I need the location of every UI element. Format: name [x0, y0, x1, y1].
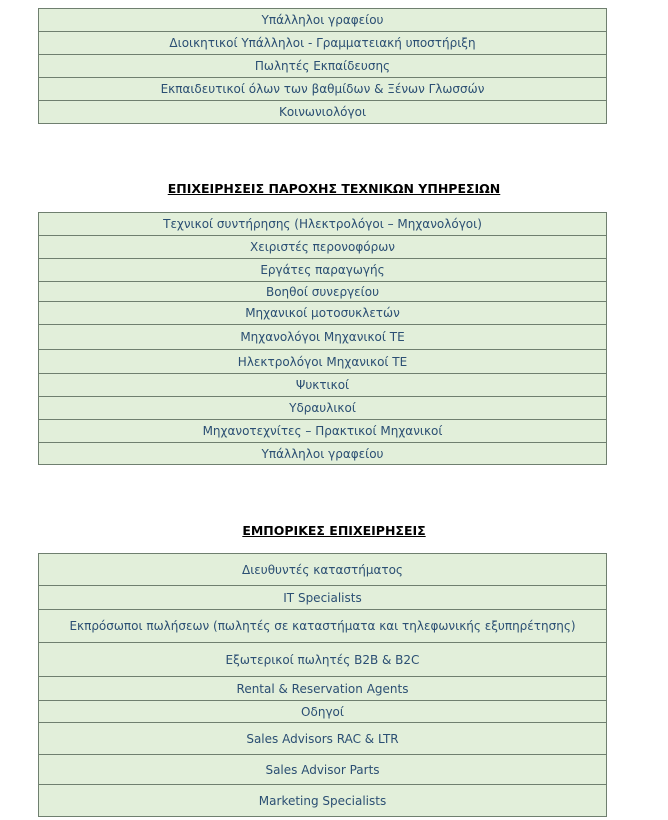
- table-row: Εργάτες παραγωγής: [39, 259, 606, 282]
- table-row: Διευθυντές καταστήματος: [39, 554, 606, 586]
- table-row: Ψυκτικοί: [39, 374, 606, 397]
- table-row: Τεχνικοί συντήρησης (Ηλεκτρολόγοι – Μηχανολόγοι): [39, 213, 606, 236]
- table-row: Διοικητικοί Υπάλληλοι - Γραμματειακή υποστήριξη: [39, 32, 606, 55]
- table-row: Βοηθοί συνεργείου: [39, 282, 606, 302]
- table-row: Μηχανικοί μοτοσυκλετών: [39, 302, 606, 325]
- table-row: Μηχανοτεχνίτες – Πρακτικοί Μηχανικοί: [39, 420, 606, 443]
- table-row: Οδηγοί: [39, 701, 606, 723]
- table-row: IT Specialists: [39, 586, 606, 610]
- commercial-businesses-table: [38, 553, 607, 817]
- table-row: Υδραυλικοί: [39, 397, 606, 420]
- table-row: Υπάλληλοι γραφείου: [39, 443, 606, 465]
- table-row: Μηχανολόγοι Μηχανικοί ΤΕ: [39, 325, 606, 350]
- section-heading-technical-services: ΕΠΙΧΕΙΡΗΣΕΙΣ ΠΑΡΟΧΗΣ ΤΕΧΝΙΚΩΝ ΥΠΗΡΕΣΙΩΝ: [167, 181, 501, 196]
- table-row: Εξωτερικοί πωλητές B2B & B2C: [39, 643, 606, 677]
- table-row: Εκπαιδευτικοί όλων των βαθμίδων & Ξένων Γλωσσών: [39, 78, 606, 101]
- table-row: Ηλεκτρολόγοι Μηχανικοί ΤΕ: [39, 350, 606, 374]
- technical-services-table: [38, 212, 607, 465]
- table-row: Υπάλληλοι γραφείου: [39, 9, 606, 32]
- table-row: Πωλητές Εκπαίδευσης: [39, 55, 606, 78]
- office-roles-table: [38, 8, 607, 124]
- table-row: Rental & Reservation Agents: [39, 677, 606, 701]
- table-row: Sales Advisors RAC & LTR: [39, 723, 606, 755]
- table-row: Marketing Specialists: [39, 785, 606, 817]
- table-row: Χειριστές περονοφόρων: [39, 236, 606, 259]
- table-row: Κοινωνιολόγοι: [39, 101, 606, 124]
- table-row: Εκπρόσωποι πωλήσεων (πωλητές σε καταστήματα και τηλεφωνικής εξυπηρέτησης): [39, 610, 606, 643]
- table-row: Sales Advisor Parts: [39, 755, 606, 785]
- section-heading-commercial-businesses: ΕΜΠΟΡΙΚΕΣ ΕΠΙΧΕΙΡΗΣΕΙΣ: [242, 523, 426, 538]
